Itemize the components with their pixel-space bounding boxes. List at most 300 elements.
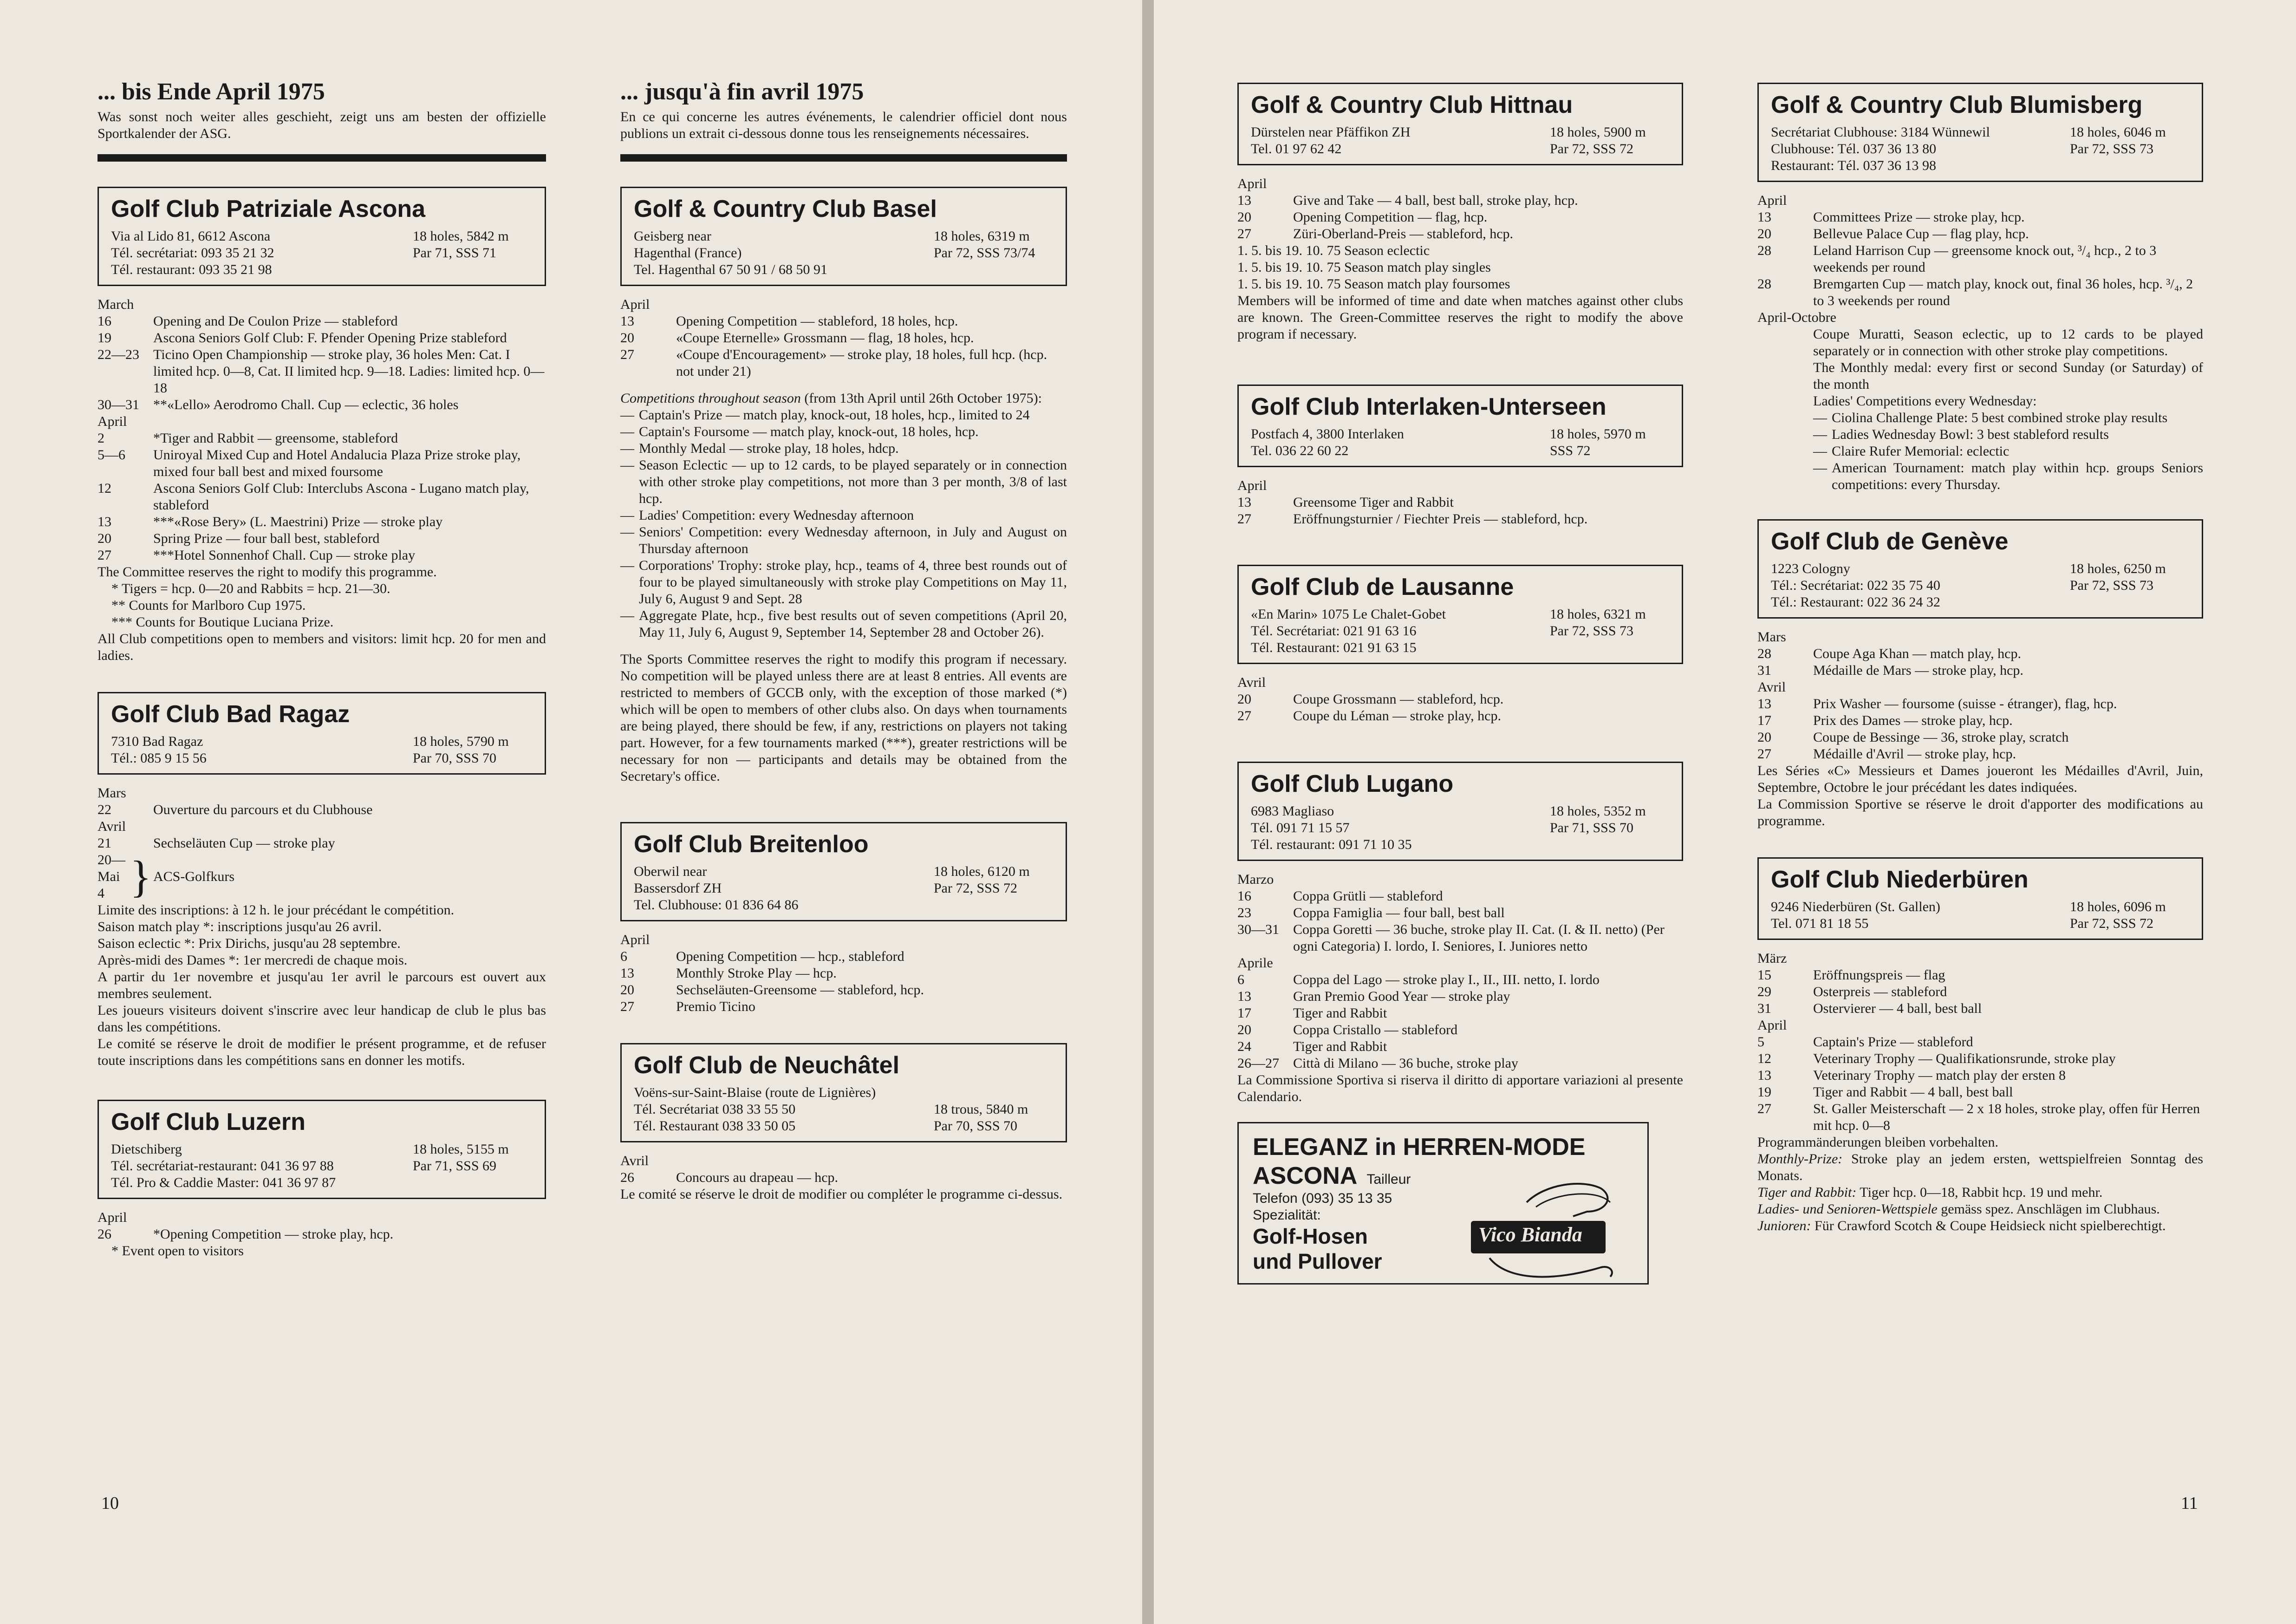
club-info-row [1251, 141, 1671, 157]
event-row [1757, 712, 2203, 729]
event-text: Opening Competition — stableford, 18 holes, hcp. [676, 313, 958, 329]
month-label: Mars [98, 785, 126, 801]
event-text: Züri-Oberland-Preis — stableford, hcp. [1293, 226, 1514, 241]
ladies-item-text: American Tournament: match play within hcp. groups Seniors competitions: every Thursday. [1832, 460, 2203, 492]
dash: — [620, 524, 634, 540]
ad-product-2: und Pullover [1253, 1249, 1382, 1273]
club-info-right: Par 72, SSS 73 [2070, 578, 2154, 593]
event-text: Ascona Seniors Golf Club: Interclubs Ascona - Lugano match play, stableford [153, 481, 529, 513]
club-info-row [634, 1084, 1054, 1101]
right-column-2 [1757, 83, 2203, 1234]
event-row [1757, 209, 2203, 226]
event-row [620, 965, 1067, 982]
event-text: Tiger and Rabbit [1293, 1005, 1387, 1021]
event-text: Città di Milano — 36 buche, stroke play [1293, 1056, 1518, 1071]
event-date: 31 [1757, 1001, 1771, 1016]
month-label: April-Octobre [1757, 310, 1836, 325]
club-info-left: Bassersdorf ZH [634, 880, 722, 896]
club-info-left: 1223 Cologny [1771, 561, 1850, 576]
dash: — [620, 424, 634, 439]
event-date: 19 [98, 330, 111, 346]
club-info-right [413, 1174, 533, 1191]
club-note: Members will be informed of time and date when matches against other clubs are known. The Green-Committee reserves the right to modify the above program if necessary. [1237, 293, 1683, 342]
event-text: Tiger and Rabbit [1293, 1039, 1387, 1054]
dash: — [1813, 427, 1827, 442]
ad-town: ASCONA [1253, 1162, 1358, 1189]
club-name: Golf Club Patriziale Ascona [111, 196, 426, 222]
club-info-row [1251, 803, 1671, 820]
club-info-left: Tel. Hagenthal 67 50 91 / 68 50 91 [634, 262, 827, 277]
club-info-right [2070, 594, 2191, 611]
club-header-box [1757, 519, 2203, 619]
event-row [98, 547, 546, 564]
club-info-left: Tel. 036 22 60 22 [1251, 443, 1349, 458]
season-line: 1. 5. bis 19. 10. 75 Season match play foursomes [1237, 276, 1510, 292]
club-info-row [1251, 443, 1671, 459]
event-row [620, 313, 1067, 330]
event-row [1237, 888, 1683, 905]
club-info-row [111, 261, 533, 278]
brace-symbol: } [130, 852, 152, 901]
club-note: * Tigers = hcp. 0—20 and Rabbits = hcp. 21—30. [111, 581, 390, 596]
dash: — [1813, 460, 1827, 476]
season-line: The Monthly medal: every first or second Sunday (or Saturday) of the month [1813, 360, 2203, 392]
club-info-left: Tél. Restaurant: 021 91 63 15 [1251, 640, 1417, 655]
event-date: 27 [1237, 226, 1251, 241]
column-intro: Was sonst noch weiter alles geschieht, zeigt uns am besten der offizielle Sportkalender der ASG. [98, 109, 546, 141]
brace-dates [98, 852, 153, 902]
event-row [620, 346, 1067, 380]
club-info-right: 18 holes, 5900 m [1550, 124, 1646, 140]
season-line: 1. 5. bis 19. 10. 75 Season eclectic [1237, 243, 1430, 258]
season-item [620, 424, 1067, 440]
club-info-row [634, 228, 1054, 245]
event-text: Coppa Famiglia — four ball, best ball [1293, 905, 1505, 920]
event-date: 21 [98, 835, 111, 851]
section-gap [1237, 343, 1683, 385]
club-name: Golf Club de Neuchâtel [634, 1052, 900, 1079]
club-note: A partir du 1er novembre et jusqu'au 1er avril le parcours est ouvert aux membres seulement. [98, 969, 546, 1001]
event-text: Sechseläuten Cup — stroke play [153, 835, 335, 851]
club-info-left: «En Marin» 1075 Le Chalet-Gobet [1251, 607, 1446, 622]
season-intro [620, 390, 1067, 407]
event-date: 27 [620, 999, 634, 1014]
club-info-left: Tél. 091 71 15 57 [1251, 820, 1350, 835]
ladies-item [1757, 410, 2203, 426]
dash: — [620, 457, 634, 473]
event-date: 20 [1237, 1022, 1251, 1037]
ladies-item [1757, 426, 2203, 443]
column-heading: ... jusqu'à fin avril 1975 [620, 78, 864, 105]
club-note: Le comité se réserve le droit de modifier le présent programme, et de refuser toute inscriptions dans les compétitions sans en donner les motifs. [98, 1036, 546, 1068]
final-item [1757, 1218, 2203, 1234]
advertisement-box [1237, 1122, 1649, 1285]
club-info-left: 6983 Magliaso [1251, 803, 1334, 819]
club-note: Les Séries «C» Messieurs et Dames joueront les Médailles d'Avril, Juin, Septembre, Octobre le jour précédant les dates indiquées. [1757, 763, 2203, 795]
event-text: Uniroyal Mixed Cup and Hotel Andalucia Plaza Prize stroke play, mixed four ball best and mixed foursome [153, 447, 521, 479]
event-date: 13 [1757, 209, 1771, 225]
ad-product-1: Golf-Hosen [1253, 1224, 1368, 1248]
event-row [620, 330, 1067, 346]
club-info-left: Tél. Secrétariat: 021 91 63 16 [1251, 623, 1417, 639]
final-item-text: Für Crawford Scotch & Coupe Heidsieck nicht spielberechtigt. [1811, 1218, 2166, 1233]
ad-phone: Telefon (093) 35 13 35 [1253, 1191, 1392, 1206]
event-date: 24 [1237, 1039, 1251, 1054]
event-date: 20 [1237, 691, 1251, 707]
event-text: Ostervierer — 4 ball, best ball [1813, 1001, 1982, 1016]
club-info-right [934, 1084, 1054, 1101]
event-row [1757, 662, 2203, 679]
month-label: March [98, 297, 134, 312]
club-info-right: 18 holes, 5842 m [413, 228, 509, 244]
month-label: April [620, 297, 650, 312]
event-text: Coupe de Bessinge — 36, stroke play, scratch [1813, 730, 2069, 745]
event-date: 28 [1757, 646, 1771, 661]
section-gap [98, 1069, 546, 1100]
club-info-left: Tél. restaurant: 091 71 10 35 [1251, 837, 1412, 852]
club-info-left: 7310 Bad Ragaz [111, 734, 203, 749]
month-label: Avril [620, 1153, 649, 1168]
event-text: Ticino Open Championship — stroke play, 36 holes Men: Cat. I limited hcp. 0—8, Cat. II limited hcp. 9—18. Ladies: limited hcp. 0—18 [153, 347, 545, 396]
club-note: La Commissione Sportiva si riserva il diritto di apportare variazioni al presente Calendario. [1237, 1072, 1683, 1104]
event-date: 26 [620, 1170, 634, 1185]
club-info-left: Tél. restaurant: 093 35 21 98 [111, 262, 272, 277]
event-text: Sechseläuten-Greensome — stableford, hcp. [676, 982, 924, 998]
club-info-row [1771, 577, 2191, 594]
event-text: Eröffnungspreis — flag [1813, 967, 1945, 983]
event-date: 13 [1237, 495, 1251, 510]
final-item-text: Stroke play an jedem ersten, wettspielfreien Sonntag des Monats. [1757, 1151, 2203, 1183]
month-label: April [1237, 176, 1267, 191]
event-date: 20 [1757, 226, 1771, 241]
page-number-right: 11 [2181, 1494, 2198, 1513]
club-header-box [98, 187, 546, 286]
season-intro-italic: Competitions throughout season [620, 391, 801, 406]
club-info-right: 18 holes, 5352 m [1550, 803, 1646, 819]
event-row [1237, 1022, 1683, 1038]
club-info-right: Par 72, SSS 73 [1550, 623, 1634, 639]
club-note: Après-midi des Dames *: 1er mercredi de chaque mois. [98, 952, 408, 968]
club-info-left: Tél.: Restaurant: 022 36 24 32 [1771, 594, 1940, 610]
season-item-text: Corporations' Trophy: stroke play, hcp., teams of 4, three best rounds out of four to be played simultaneously with stroke play Competitions on May 11, July 6, August 9 and Sept. 28 [639, 558, 1067, 607]
event-row [1757, 1000, 2203, 1017]
event-text: Tiger and Rabbit — 4 ball, best ball [1813, 1084, 2013, 1100]
club-header-box [1757, 857, 2203, 940]
club-name: Golf Club Interlaken-Unterseen [1251, 393, 1607, 420]
club-info-left: Clubhouse: Tél. 037 36 13 80 [1771, 141, 1937, 157]
event-text: Osterpreis — stableford [1813, 984, 1947, 999]
club-info-right [1550, 639, 1671, 656]
dash: — [620, 608, 634, 623]
ladies-item-text: Claire Rufer Memorial: eclectic [1832, 444, 2010, 459]
season-item-text: Ladies' Competition: every Wednesday afternoon [639, 508, 914, 523]
event-date: 17 [1237, 1005, 1251, 1021]
final-item-label: Monthly-Prize: [1757, 1151, 1843, 1167]
event-row [98, 430, 546, 447]
event-row [620, 998, 1067, 1015]
event-date: 19 [1757, 1084, 1771, 1100]
event-date: 23 [1237, 905, 1251, 920]
club-note: All Club competitions open to members and visitors: limit hcp. 20 for men and ladies. [98, 631, 546, 663]
club-info-right: 18 holes, 6120 m [934, 864, 1030, 879]
event-text: Coppa Cristallo — stableford [1293, 1022, 1458, 1037]
event-date: 28 [1757, 243, 1771, 258]
club-info-row [634, 897, 1054, 913]
club-info-row [111, 733, 533, 750]
event-row [98, 397, 546, 413]
club-info-row [1251, 639, 1671, 656]
event-date: 27 [1757, 746, 1771, 762]
brace-date: Mai [98, 869, 120, 884]
event-text: Prix Washer — foursome (suisse - étranger), flag, hcp. [1813, 696, 2117, 711]
club-note: Saison match play *: inscriptions jusqu'au 26 avril. [98, 919, 382, 934]
club-info-right [934, 897, 1054, 913]
column-intro: En ce qui concerne les autres événements, le calendrier officiel dont nous publions un extrait ci-dessous donne tous les renseignements nécessaires. [620, 109, 1067, 141]
event-row [1757, 646, 2203, 662]
brace-event [98, 852, 546, 902]
event-date: 16 [1237, 888, 1251, 904]
club-header-box [1237, 83, 1683, 165]
club-info-row [1251, 426, 1671, 443]
club-header-box [98, 1100, 546, 1199]
event-date: 20 [620, 982, 634, 998]
heading-rule [620, 154, 1067, 162]
final-item-label: Tiger and Rabbit: [1757, 1185, 1857, 1200]
ad-speciality: Spezialität: [1253, 1207, 1321, 1223]
event-date: 5—6 [98, 447, 125, 463]
event-date: 6 [1237, 972, 1244, 987]
event-date: 27 [98, 548, 111, 563]
club-info-row [634, 863, 1054, 880]
event-date: 13 [1757, 1068, 1771, 1083]
event-text: Concours au drapeau — hcp. [676, 1170, 839, 1185]
event-text: Coupe Grossmann — stableford, hcp. [1293, 691, 1504, 707]
club-header-box [620, 1043, 1067, 1142]
ad-headline: ELEGANZ in HERREN-MODE [1253, 1134, 1586, 1161]
section-gap [1757, 829, 2203, 857]
event-row [1757, 242, 2203, 276]
event-date: 27 [1757, 1101, 1771, 1116]
club-info-left: Oberwil near [634, 864, 707, 879]
event-date: 20 [1237, 209, 1251, 225]
club-name: Golf Club Niederbüren [1771, 866, 2029, 893]
club-info-row [1251, 623, 1671, 639]
event-row [1237, 511, 1683, 528]
club-name: Golf & Country Club Hittnau [1251, 91, 1573, 118]
final-note: Programmänderungen bleiben vorbehalten. [1757, 1135, 1998, 1150]
club-info-left: Postfach 4, 3800 Interlaken [1251, 426, 1404, 442]
month-label: April [620, 932, 650, 947]
ladies-item [1757, 460, 2203, 493]
event-row [1237, 209, 1683, 226]
event-text: Opening Competition — hcp., stableford [676, 949, 904, 964]
section-gap [620, 1015, 1067, 1043]
club-info-right: Par 71, SSS 69 [413, 1158, 497, 1174]
section-gap [1757, 493, 2203, 519]
event-text: Premio Ticino [676, 999, 755, 1014]
month-label: April [1757, 1017, 1787, 1033]
club-info-left: Tel. 01 97 62 42 [1251, 141, 1342, 157]
month-label: Avril [1237, 675, 1266, 690]
event-row [1237, 1005, 1683, 1022]
final-item [1757, 1151, 2203, 1184]
club-info-left: Tél. Secrétariat 038 33 55 50 [634, 1102, 796, 1117]
club-info-row [1771, 124, 2191, 141]
club-info-right [1550, 836, 1671, 853]
event-row [1237, 1038, 1683, 1055]
event-row [98, 802, 546, 818]
month-label: Avril [98, 819, 126, 834]
event-row [1757, 1050, 2203, 1067]
club-info-right: Par 72, SSS 72 [2070, 916, 2154, 931]
vico-bianda-logo [1462, 1174, 1629, 1290]
club-note: The Sports Committee reserves the right to modify this program if necessary. No competition will be played unless there are at least 8 entries. All events are restricted to members of GCCB only, with the exception of those marked (*) which will be open to members of other clubs also. On days when tournaments are being played, there should be few, if any, restrictions on players not taking part. However, for a few tournaments marked (***), greater restrictions will be necessary for non — participants and details may be obtained from the Secretary's office. [620, 652, 1067, 784]
event-row [1757, 1067, 2203, 1084]
event-row [1237, 226, 1683, 242]
club-header-box [1237, 565, 1683, 664]
club-info-left: Secrétariat Clubhouse: 3184 Wünnewil [1771, 124, 1990, 140]
section-gap [1237, 1105, 1683, 1122]
club-info-left: Hagenthal (France) [634, 245, 742, 261]
club-note: Les joueurs visiteurs doivent s'inscrire avec leur handicap de club le plus bas dans les compétitions. [98, 1003, 546, 1035]
event-row [1237, 192, 1683, 209]
event-row [98, 330, 546, 346]
club-info-row [1251, 836, 1671, 853]
event-text: Prix des Dames — stroke play, hcp. [1813, 713, 2013, 728]
event-date: 13 [1237, 193, 1251, 208]
event-date: 12 [1757, 1051, 1771, 1066]
club-note: The Committee reserves the right to modify this programme. [98, 564, 437, 580]
page-number-left: 10 [101, 1494, 119, 1513]
event-row [98, 447, 546, 480]
club-info-row [1771, 899, 2191, 915]
month-label: April [1757, 193, 1787, 208]
club-info-right: 18 holes, 6250 m [2070, 561, 2166, 576]
event-date: 13 [620, 313, 634, 329]
club-info-row [634, 880, 1054, 897]
club-info-row [1771, 915, 2191, 932]
club-name: Golf Club Luzern [111, 1109, 306, 1135]
event-row [98, 514, 546, 530]
brace-date: 20— [98, 852, 125, 867]
event-text: **«Lello» Aerodromo Chall. Cup — eclectic, 36 holes [153, 397, 459, 412]
club-info-left: Tel. Clubhouse: 01 836 64 86 [634, 897, 799, 913]
left-page [0, 0, 1142, 1624]
ladies-item-text: Ladies Wednesday Bowl: 3 best stableford results [1832, 427, 2109, 442]
season-item [620, 607, 1067, 641]
event-text: Opening Competition — flag, hcp. [1293, 209, 1488, 225]
month-label: Mars [1757, 629, 1786, 645]
event-row [1237, 905, 1683, 921]
event-text: St. Galler Meisterschaft — 2 x 18 holes, stroke play, offen für Herren mit hcp. 0—8 [1813, 1101, 2200, 1133]
club-info-row [111, 1158, 533, 1174]
club-note: Le comité se réserve le droit de modifier ou compléter le programme ci-dessus. [620, 1187, 1063, 1202]
club-info-left: 9246 Niederbüren (St. Gallen) [1771, 899, 1940, 914]
club-info-right: 18 holes, 6319 m [934, 228, 1030, 244]
club-name: Golf Club Breitenloo [634, 831, 869, 858]
club-name: Golf Club Lugano [1251, 770, 1454, 797]
section-gap [98, 664, 546, 692]
book-gutter [1142, 0, 1154, 1624]
final-item [1757, 1184, 2203, 1201]
event-date: 13 [620, 965, 634, 981]
section-gap [620, 785, 1067, 822]
event-row [620, 982, 1067, 998]
club-info-right: 18 holes, 6046 m [2070, 124, 2166, 140]
event-text: Captain's Prize — stableford [1813, 1034, 1973, 1050]
event-row [1237, 921, 1683, 955]
club-header-box [1237, 385, 1683, 467]
final-item-text: Tiger hcp. 0—18, Rabbit hcp. 19 und mehr. [1856, 1185, 2103, 1200]
event-date: 17 [1757, 713, 1771, 728]
column-heading: ... bis Ende April 1975 [98, 78, 325, 105]
month-label: April [98, 1210, 127, 1225]
club-info-row [634, 245, 1054, 261]
heading-rule [98, 154, 546, 162]
club-note: La Commission Sportive se réserve le droit d'apporter des modifications au programme. [1757, 796, 2203, 828]
event-row [98, 313, 546, 330]
ladies-item [1757, 443, 2203, 460]
dash: — [620, 441, 634, 456]
event-text: Monthly Stroke Play — hcp. [676, 965, 837, 981]
club-info-right [2070, 157, 2191, 174]
event-date: 22—23 [98, 347, 139, 362]
event-row [1237, 988, 1683, 1005]
club-info-right: 18 trous, 5840 m [934, 1102, 1028, 1117]
season-item-text: Seniors' Competition: every Wednesday afternoon, in July and August on Thursday afternoon [639, 524, 1067, 556]
dash: — [620, 558, 634, 573]
club-info-left: Tél. secrétariat-restaurant: 041 36 97 88 [111, 1158, 334, 1174]
event-date: 28 [1757, 276, 1771, 292]
club-info-left: Dietschiberg [111, 1141, 182, 1157]
club-info-row [1771, 157, 2191, 174]
club-info-row [634, 1101, 1054, 1118]
club-info-row [1251, 606, 1671, 623]
month-label: Avril [1757, 679, 1786, 695]
club-info-right [934, 261, 1054, 278]
event-row [98, 480, 546, 514]
club-info-left: Geisberg near [634, 228, 711, 244]
event-date: 13 [98, 514, 111, 529]
club-info-row [1251, 820, 1671, 836]
event-row [1757, 967, 2203, 984]
event-text: Spring Prize — four ball best, stableford [153, 531, 380, 546]
event-date: 22 [98, 802, 111, 817]
event-row [1757, 1101, 2203, 1134]
club-info-right: Par 72, SSS 72 [1550, 141, 1634, 157]
dash: — [620, 508, 634, 523]
club-info-left: Tél.: 085 9 15 56 [111, 750, 207, 766]
event-text: «Coupe d'Encouragement» — stroke play, 18 holes, full hcp. (hcp. not under 21) [676, 347, 1047, 379]
event-text: Veterinary Trophy — match play der ersten 8 [1813, 1068, 2066, 1083]
club-note: ** Counts for Marlboro Cup 1975. [111, 598, 306, 613]
event-row [1757, 696, 2203, 712]
event-text: Ouverture du parcours et du Clubhouse [153, 802, 373, 817]
event-text: Greensome Tiger and Rabbit [1293, 495, 1454, 510]
season-intro-rest: (from 13th April until 26th October 1975): [800, 391, 1042, 406]
event-date: 12 [98, 481, 111, 496]
brace-date: 4 [98, 886, 104, 901]
event-row [1237, 708, 1683, 724]
event-row [98, 1226, 546, 1243]
club-info-right: 18 holes, 5790 m [413, 734, 509, 749]
event-date: 31 [1757, 663, 1771, 678]
club-info-right: Par 72, SSS 72 [934, 880, 1018, 896]
event-row [620, 948, 1067, 965]
event-text: *Tiger and Rabbit — greensome, stableford [153, 430, 398, 446]
club-info-row [1771, 141, 2191, 157]
club-info-left: Tél. Pro & Caddie Master: 041 36 97 87 [111, 1175, 336, 1190]
